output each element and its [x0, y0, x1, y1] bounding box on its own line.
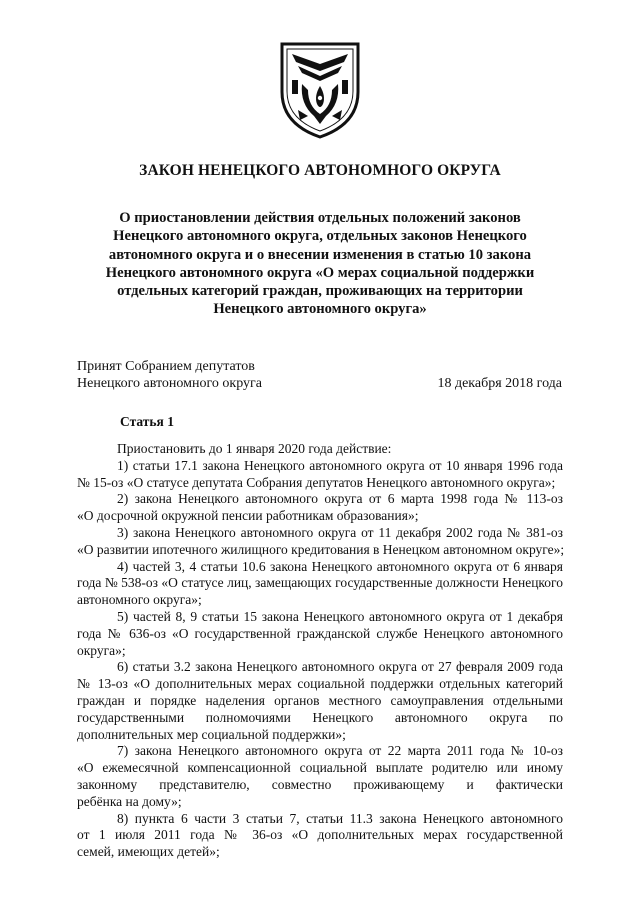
law-title: ЗАКОН НЕНЕЦКОГО АВТОНОМНОГО ОКРУГА — [139, 162, 501, 179]
subtitle-line: автономного округа и о внесении изменения в статью 10 закона — [108, 246, 532, 263]
article-item-line: граждан и порядке наделения органов местного самоуправления отдельными — [77, 692, 563, 708]
article-item-line: законному представителю, совместно проживающему и фактически — [77, 776, 563, 792]
article-items-list — [77, 458, 563, 861]
article-item-line: семей, имеющих детей»; — [77, 844, 220, 860]
article-item-line: 2) закона Ненецкого автономного округа от 6 марта 1998 года № 113-оз — [117, 491, 563, 507]
adoption-line: Принят Собранием депутатов — [77, 359, 255, 374]
article-intro: Приостановить до 1 января 2020 года действие: — [117, 441, 392, 456]
article-item — [77, 458, 563, 492]
adoption-info — [77, 358, 262, 392]
subtitle-line: отдельных категорий граждан, проживающих на территории — [117, 283, 523, 300]
article-item-line: 5) частей 8, 9 статьи 15 закона Ненецкого автономного округа от 1 декабря — [117, 608, 563, 624]
article-item — [77, 525, 563, 559]
article-item-line: автономного округа»; — [77, 592, 202, 608]
adoption-date: 18 декабря 2018 года — [437, 376, 562, 391]
article-item — [77, 609, 563, 659]
subtitle-line: Ненецкого автономного округа, отдельных законов Ненецкого — [113, 228, 527, 245]
article-item — [77, 659, 563, 743]
article-body — [77, 441, 563, 861]
article-item-line: «О развитии ипотечного жилищного кредитования в Ненецком автономном округе»; — [77, 541, 565, 557]
article-item-line: № 13-оз «О дополнительных мерах социальной поддержки отдельных категорий — [77, 676, 563, 692]
article-item-line: 7) закона Ненецкого автономного округа от 22 марта 2011 года № 10-оз — [117, 743, 563, 759]
adoption-line: Ненецкого автономного округа — [77, 376, 262, 391]
article-item — [77, 811, 563, 861]
article-item-line: 4) частей 3, 4 статьи 10.6 закона Ненецкого автономного округа от 6 января — [117, 558, 563, 574]
nao-coat-of-arms-icon — [278, 40, 362, 140]
article-item — [77, 743, 563, 810]
article-item-line: дополнительных мер социальной поддержки»; — [77, 726, 346, 742]
article-item-line: государственными полномочиями Ненецкого автономного округа по — [77, 709, 563, 725]
article-item-line: 3) закона Ненецкого автономного округа от 11 декабря 2002 года № 381-оз — [117, 524, 563, 540]
article-item — [77, 559, 563, 609]
subtitle-line: Ненецкого автономного округа» — [213, 301, 427, 318]
article-heading: Статья 1 — [120, 414, 174, 429]
subtitle-line: Ненецкого автономного округа «О мерах социальной поддержки — [105, 264, 535, 281]
article-item-line: «О ежемесячной компенсационной социальной выплате родителю или иному — [77, 760, 563, 776]
article-item-line: 8) пункта 6 части 3 статьи 7, статьи 11.3 закона Ненецкого автономного — [117, 810, 563, 826]
article-item-line: № 15-оз «О статусе депутата Собрания депутатов Ненецкого автономного округа»; — [77, 474, 556, 490]
article-item-line: «О досрочной окружной пенсии работникам образования»; — [77, 508, 419, 524]
article-item-line: 1) статьи 17.1 закона Ненецкого автономного округа от 10 января 1996 года — [117, 457, 563, 473]
article-item-line: года № 538-оз «О статусе лиц, замещающих государственные должности Ненецкого — [77, 575, 563, 591]
article-item-line: ребёнка на дому»; — [77, 793, 182, 809]
law-subtitle — [80, 209, 560, 319]
article-item-line: 6) статьи 3.2 закона Ненецкого автономного округа от 27 февраля 2009 года — [117, 659, 563, 675]
article-item-line: округа»; — [77, 642, 126, 658]
subtitle-line: О приостановлении действия отдельных положений законов — [119, 210, 521, 226]
article-item-line: года № 636-оз «О государственной гражданской службе Ненецкого автономного — [77, 625, 563, 641]
article-item-line: от 1 июля 2011 года № 36-оз «О дополнительных мерах государственной — [77, 827, 563, 843]
article-item — [77, 491, 563, 525]
